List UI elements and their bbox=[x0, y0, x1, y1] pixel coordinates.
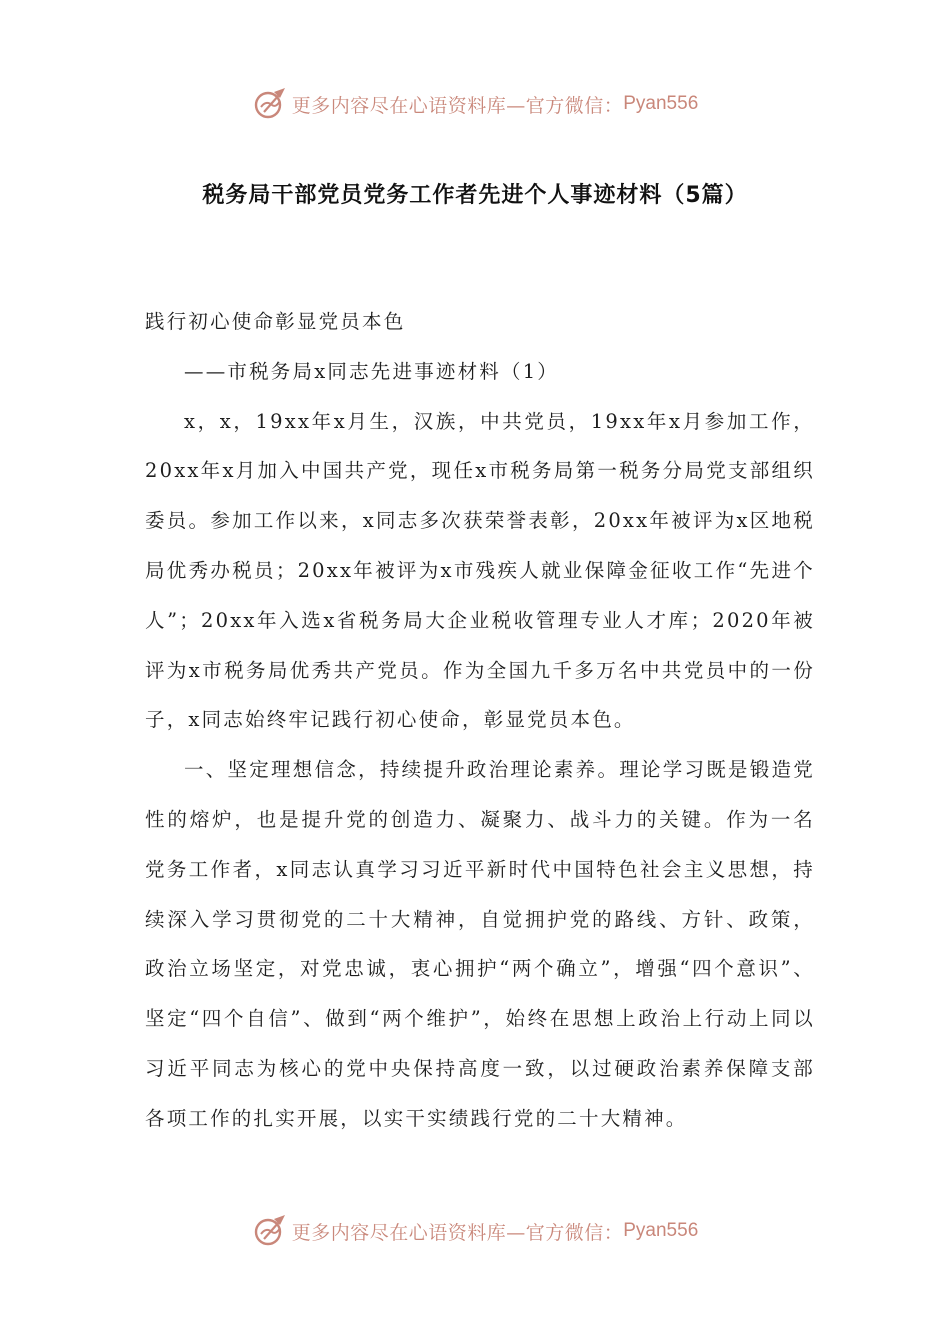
banner-wechat-id: Pyan556 bbox=[623, 1220, 699, 1241]
footer-watermark-banner bbox=[0, 1209, 950, 1253]
banner-text: 更多内容尽在心语资料库—官方微信： bbox=[291, 94, 624, 117]
pen-logo-icon bbox=[252, 1213, 288, 1249]
section-subheading: ——市税务局x同志先进事迹材料（1） bbox=[184, 359, 560, 383]
section-heading: 践行初心使命彰显党员本色 bbox=[145, 310, 406, 333]
banner-wechat-id: Pyan556 bbox=[623, 93, 699, 114]
body-paragraph: 一、坚定理想信念，持续提升政治理论素养。理论学习既是锻造党性的熔炉，也是提升党的创造力、凝聚力、战斗力的关键。作为一名党务工作者，x同志认真学习习近平新时代中国特色社会主义思想，持续深入学习贯彻党的二十大精神，自觉拥护党的路线、方针、政策，政治立场坚定，对党忠诚，衷心拥护“两个确立”，增强“四个意识”、坚定“四个自信”、做到“两个维护”，始终在思想上政治上行动上同以习近平同志为核心的党中央保持高度一致，以过硬政治素养保障支部各项工作的扎实开展，以实干实绩践行党的二十大精神。 bbox=[145, 758, 815, 1130]
header-watermark-banner bbox=[0, 82, 950, 126]
document-body bbox=[145, 297, 815, 1144]
document-title: 税务局干部党员党务工作者先进个人事迹材料（5篇） bbox=[202, 183, 748, 208]
pen-logo-icon bbox=[252, 86, 288, 122]
body-paragraph: x，x，19xx年x月生，汉族，中共党员，19xx年x月参加工作，20xx年x月加入中国共产党，现任x市税务局第一税务分局党支部组织委员。参加工作以来，x同志多次获荣誉表彰，20xx年被评为x区地税局优秀办税员；20xx年被评为x市残疾人就业保障金征收工作“先进个人”；20xx年入选x省税务局大企业税收管理专业人才库；2020年被评为x市税务局优秀共产党员。作为全国九千多万名中共党员中的一份子，x同志始终牢记践行初心使命，彰显党员本色。 bbox=[145, 409, 815, 732]
banner-text: 更多内容尽在心语资料库—官方微信： bbox=[291, 1221, 624, 1244]
